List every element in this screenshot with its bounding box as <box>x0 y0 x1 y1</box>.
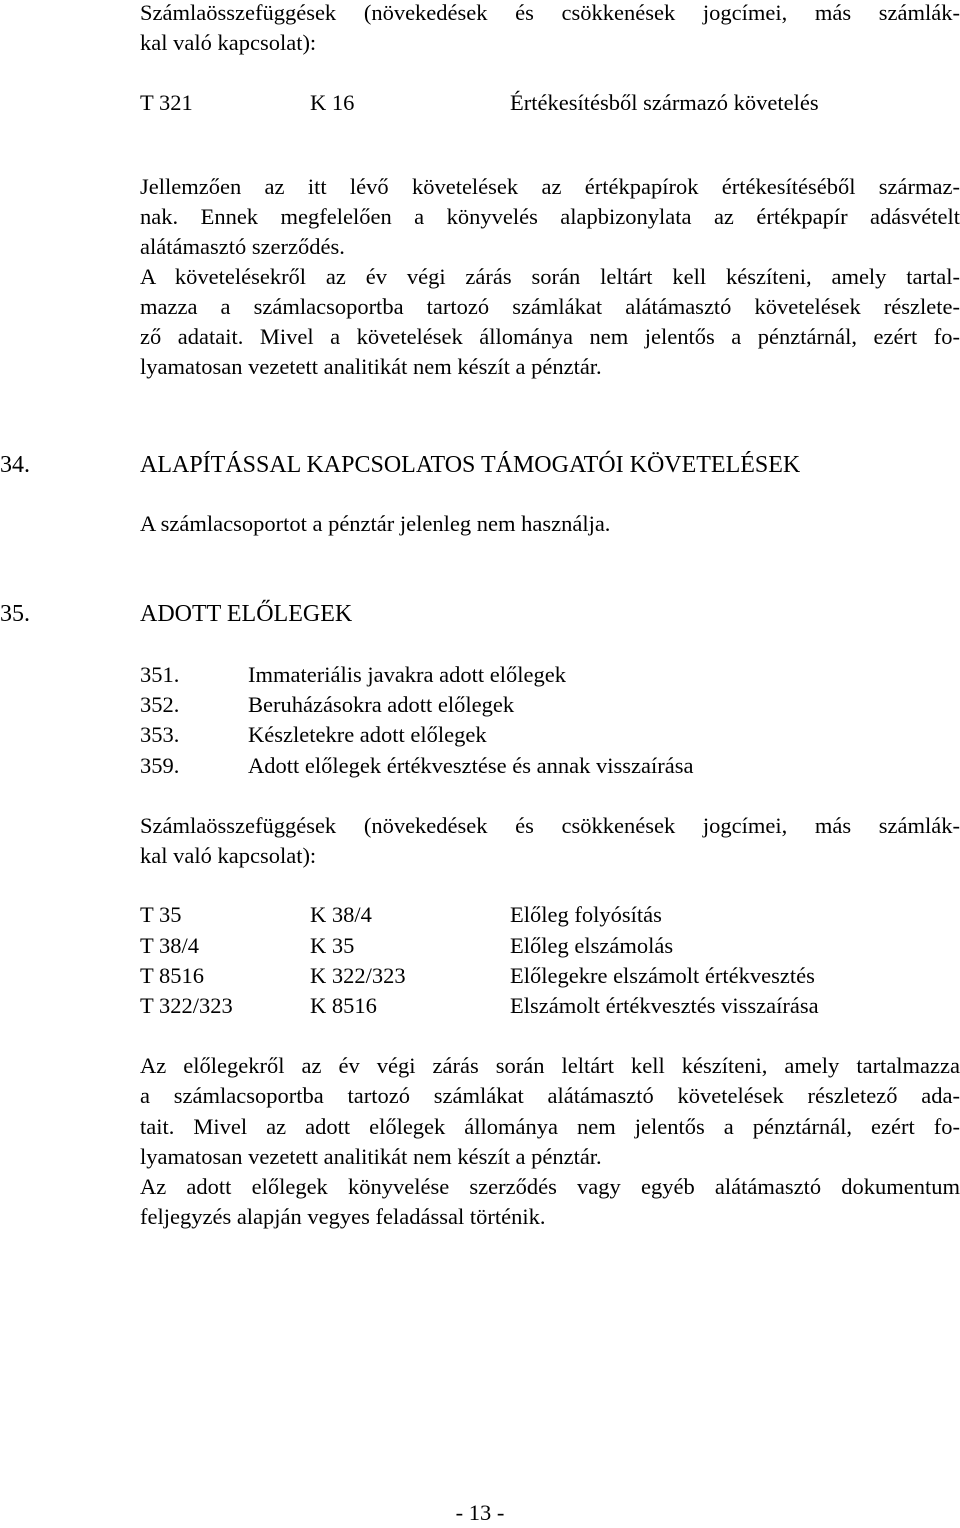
account-code: 352. <box>140 692 180 717</box>
paragraph-line: Az előlegekről az év végi zárás során leltárt kell készíteni, amely tartalmazza <box>140 1053 960 1078</box>
paragraph-line: alátámasztó szerződés. <box>140 234 345 259</box>
account-label: Készletekre adott előlegek <box>248 722 487 747</box>
paragraph-line: ző adatait. Mivel a követelések állománya nem jelentős a pénztárnál, ezért fo- <box>140 324 960 349</box>
paragraph-line: kal való kapcsolat): <box>140 843 317 868</box>
paragraph-line: Számlaösszefüggések (növekedések és csökkenések jogcímei, más számlák- <box>140 813 960 838</box>
section-34-text: A számlacsoportot a pénztár jelenleg nem használja. <box>140 511 611 536</box>
entry-debit: T 321 <box>140 90 193 115</box>
entry-credit: K 16 <box>310 90 355 115</box>
account-code: 351. <box>140 662 180 687</box>
entry-credit: K 35 <box>310 933 355 958</box>
account-code: 353. <box>140 722 180 747</box>
account-code: 359. <box>140 753 180 778</box>
paragraph-line: Számlaösszefüggések (növekedések és csökkenések jogcímei, más számlák- <box>140 0 960 25</box>
entry-debit: T 8516 <box>140 963 204 988</box>
entry-credit: K 322/323 <box>310 963 406 988</box>
paragraph-line: mazza a számlacsoportba tartozó számlákat alátámasztó követelések részlete- <box>140 294 960 319</box>
paragraph-line: feljegyzés alapján vegyes feladással történik. <box>140 1204 546 1229</box>
entry-debit: T 322/323 <box>140 993 233 1018</box>
paragraph-line: a számlacsoportba tartozó számlákat alátámasztó követelések részletező ada- <box>140 1083 960 1108</box>
paragraph-line: lyamatosan vezetett analitikát nem készít a pénztár. <box>140 1144 602 1169</box>
paragraph-line: lyamatosan vezetett analitikát nem készít a pénztár. <box>140 354 602 379</box>
entry-debit: T 38/4 <box>140 933 199 958</box>
paragraph-line: tait. Mivel az adott előlegek állománya nem jelentős a pénztárnál, ezért fo- <box>140 1114 960 1139</box>
entry-debit: T 35 <box>140 902 182 927</box>
paragraph-line: Az adott előlegek könyvelése szerződés vagy egyéb alátámasztó dokumentum <box>140 1174 960 1199</box>
page-number: - 13 - <box>455 1500 505 1525</box>
section-35-number: 35. <box>0 601 30 627</box>
paragraph-line: Jellemzően az itt lévő követelések az értékpapírok értékesítéséből származ- <box>140 174 960 199</box>
account-label: Adott előlegek értékvesztése és annak visszaírása <box>248 753 694 778</box>
entry-description: Elszámolt értékvesztés visszaírása <box>510 993 819 1018</box>
entry-description: Előleg elszámolás <box>510 933 674 958</box>
entry-description: Előlegekre elszámolt értékvesztés <box>510 963 815 988</box>
entry-description: Értékesítésből származó követelés <box>510 90 819 115</box>
entry-credit: K 8516 <box>310 993 377 1018</box>
entry-credit: K 38/4 <box>310 902 372 927</box>
section-34-title: ALAPÍTÁSSAL KAPCSOLATOS TÁMOGATÓI KÖVETELÉSEK <box>140 452 801 478</box>
section-35-title: ADOTT ELŐLEGEK <box>140 601 353 627</box>
paragraph-line: kal való kapcsolat): <box>140 30 317 55</box>
account-label: Beruházásokra adott előlegek <box>248 692 515 717</box>
paragraph-line: nak. Ennek megfelelően a könyvelés alapbizonylata az értékpapír adásvételt <box>140 204 960 229</box>
section-34-number: 34. <box>0 452 30 478</box>
entry-description: Előleg folyósítás <box>510 902 662 927</box>
account-label: Immateriális javakra adott előlegek <box>248 662 566 687</box>
paragraph-line: A követelésekről az év végi zárás során leltárt kell készíteni, amely tartal- <box>140 264 960 289</box>
